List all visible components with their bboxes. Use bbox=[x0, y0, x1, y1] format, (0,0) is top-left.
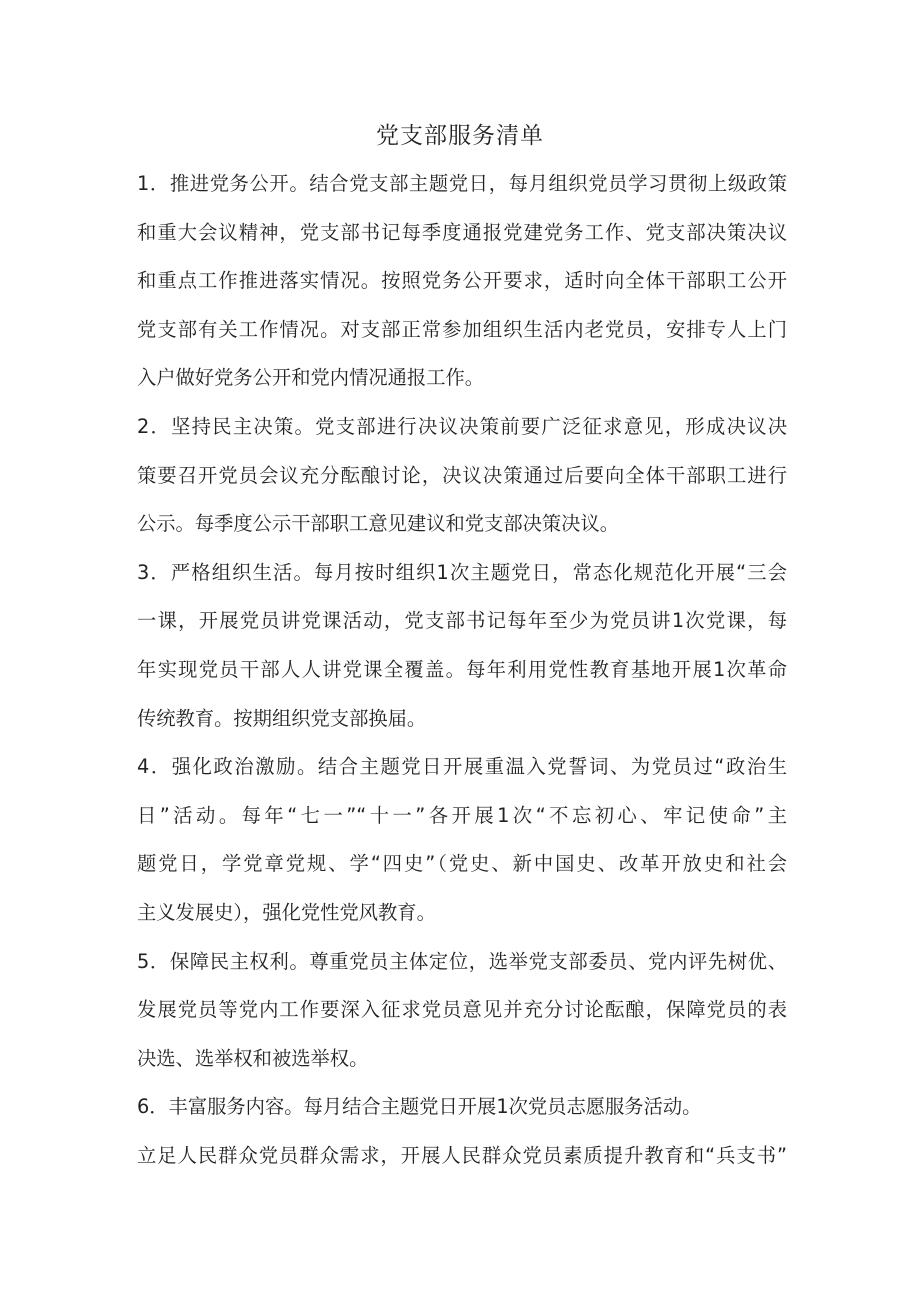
document-body bbox=[137, 160, 787, 1180]
text-line: 发展党员等党内工作要深入征求党员意见并充分讨论酝酿，保障党员的表 bbox=[137, 998, 787, 1022]
text-line: 2．坚持民主决策。党支部进行决议决策前要广泛征求意见，形成决议决 bbox=[137, 414, 787, 438]
text-line: 决选、选举权和被选举权。 bbox=[137, 1046, 369, 1070]
text-line: 主义发展史），强化党性党风教育。 bbox=[137, 900, 436, 924]
document-title: 党支部服务清单 bbox=[376, 123, 544, 149]
text-line: 和重点工作推进落实情况。按照党务公开要求，适时向全体干部职工公开 bbox=[137, 269, 787, 293]
text-line: 4．强化政治激励。结合主题党日开展重温入党誓词、为党员过“政治生 bbox=[137, 755, 787, 779]
text-line: 传统教育。按期组织党支部换届。 bbox=[137, 706, 427, 730]
text-line: 立足人民群众党员群众需求，开展人民群众党员素质提升教育和“兵支书” bbox=[137, 1143, 787, 1167]
text-line: 党支部有关工作情况。对支部正常参加组织生活内老党员，安排专人上门 bbox=[137, 317, 787, 341]
text-line: 6．丰富服务内容。每月结合主题党日开展1次党员志愿服务活动。 bbox=[137, 1095, 702, 1119]
text-line: 5．保障民主权利。尊重党员主体定位，选举党支部委员、党内评先树优、 bbox=[137, 949, 787, 973]
text-line: 和重大会议精神，党支部书记每季度通报党建党务工作、党支部决策决议 bbox=[137, 220, 787, 244]
text-line: 3．严格组织生活。每月按时组织1次主题党日，常态化规范化开展“三会 bbox=[137, 560, 787, 584]
text-line: 年实现党员干部人人讲党课全覆盖。每年利用党性教育基地开展1次革命 bbox=[137, 657, 787, 681]
text-line: 1．推进党务公开。结合党支部主题党日，每月组织党员学习贯彻上级政策 bbox=[137, 172, 787, 195]
text-line: 策要召开党员会议充分酝酿讨论，决议决策通过后要向全体干部职工进行 bbox=[137, 463, 787, 487]
text-line: 公示。每季度公示干部职工意见建议和党支部决策决议。 bbox=[137, 512, 620, 536]
text-line: 一课，开展党员讲党课活动，党支部书记每年至少为党员讲1次党课，每 bbox=[137, 609, 787, 633]
text-line: 题党日，学党章党规、学“四史”（党史、新中国史、改革开放史和社会 bbox=[137, 852, 787, 876]
text-line: 入户做好党务公开和党内情况通报工作。 bbox=[137, 366, 485, 390]
text-line: 日”活动。每年“七一”“十一”各开展1次“不忘初心、牢记使命”主 bbox=[137, 803, 787, 827]
